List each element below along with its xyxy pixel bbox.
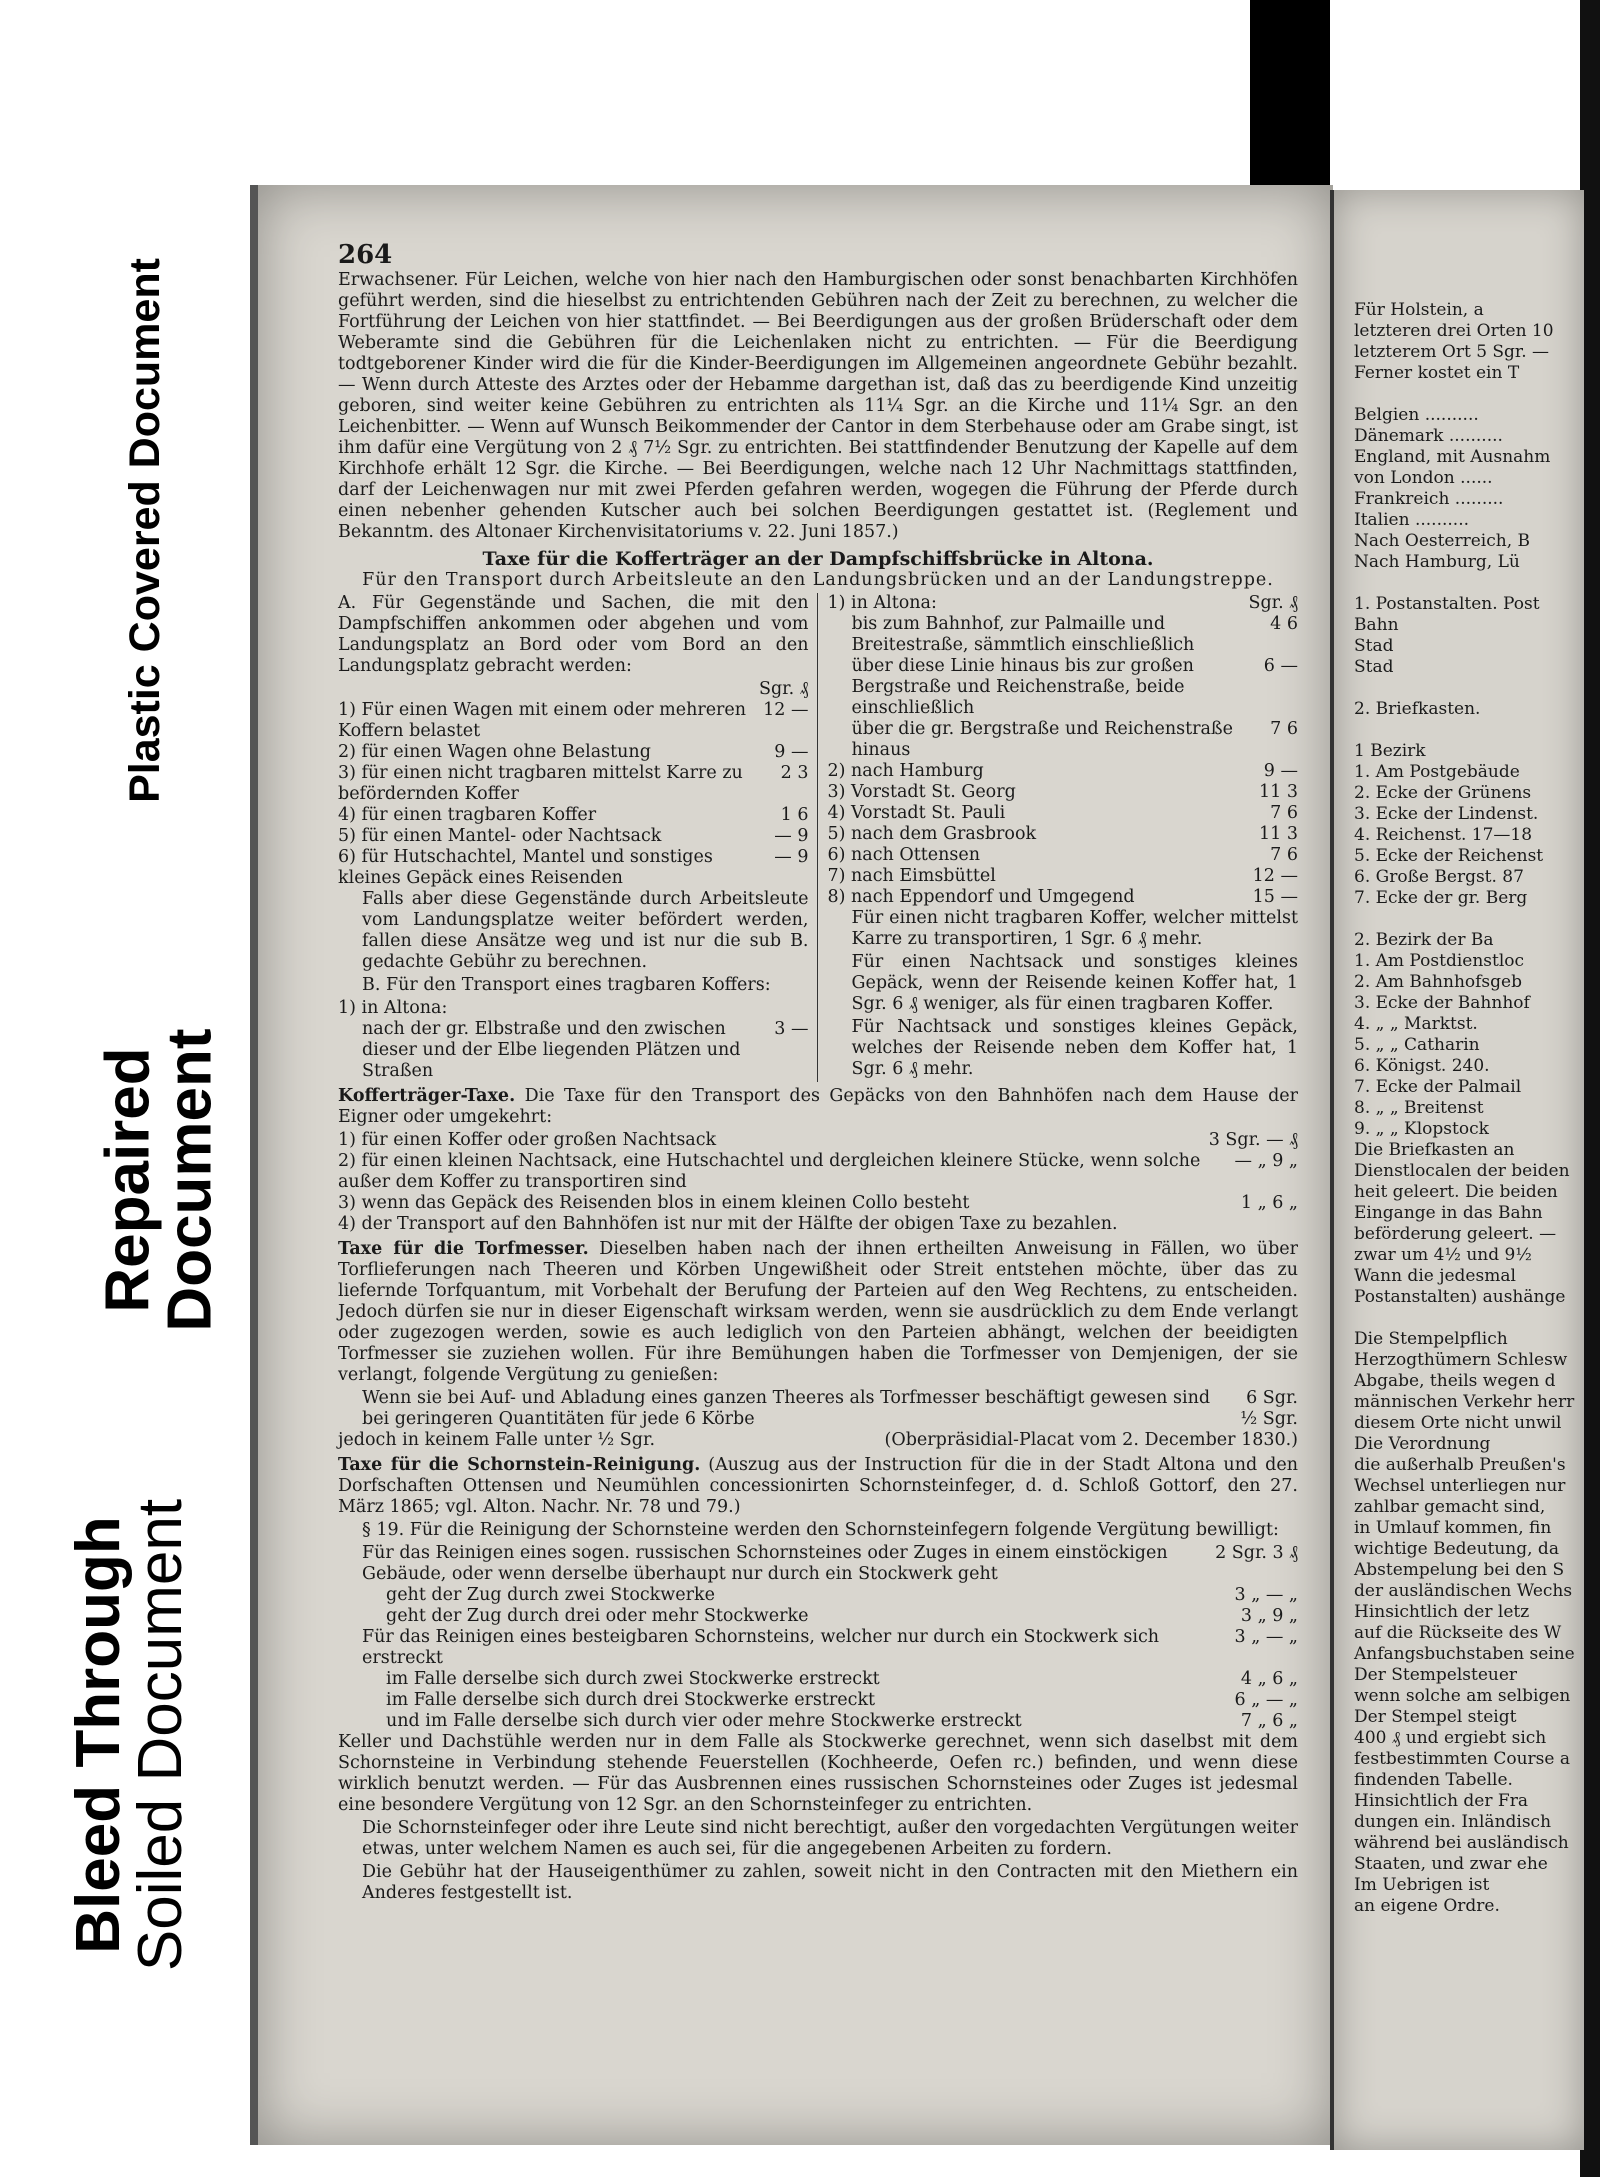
list-item: 2) für einen Wagen ohne Belastung 9 —: [338, 742, 809, 762]
facing-page-line: 3. Ecke der Lindenst.: [1354, 804, 1539, 824]
bleed-through-text: Bleed Through: [64, 1516, 133, 1954]
list-item: 8) nach Eppendorf und Umgegend 15 —: [827, 887, 1298, 907]
facing-page-line: von London ......: [1354, 468, 1493, 488]
facing-page-line: Italien ..........: [1354, 510, 1470, 530]
facing-page-line: 1 Bezirk: [1354, 741, 1426, 761]
facing-page-line: [1354, 678, 1584, 699]
facing-page-line: wichtige Bedeutung, da: [1354, 1539, 1559, 1559]
facing-page-line: [1354, 384, 1584, 405]
facing-page-line: die außerhalb Preußen's: [1354, 1455, 1566, 1475]
facing-page-line: Bahn: [1354, 615, 1399, 635]
list-item: 3) wenn das Gepäck des Reisenden blos in einem kleinen Collo besteht 1 „ 6 „: [338, 1193, 1298, 1213]
facing-page-line: Wechsel unterliegen nur: [1354, 1476, 1566, 1496]
list-item: und im Falle derselbe sich durch vier oder mehre Stockwerke erstreckt 7 „ 6 „: [386, 1711, 1298, 1731]
list-item: im Falle derselbe sich durch drei Stockwerke erstreckt 6 „ — „: [386, 1690, 1298, 1710]
facing-page-line: Abgabe, theils wegen d: [1354, 1371, 1556, 1391]
facing-page-line: auf die Rückseite des W: [1354, 1623, 1562, 1643]
facing-page-line: [1354, 720, 1584, 741]
facing-page-line: während bei ausländisch: [1354, 1833, 1569, 1853]
facing-page-line: Ferner kostet ein T: [1354, 363, 1520, 383]
list-item: Für das Reinigen eines sogen. russischen Schornsteines oder Zuges in einem einstöckigen Gebäude, oder wenn derselbe überhaupt nur durch ein Stockwerk geht 2 Sgr. 3 ₰: [362, 1543, 1298, 1584]
label-column: [0, 0, 260, 2177]
b-intro: B. Für den Transport eines tragbaren Koffers:: [362, 975, 771, 995]
document-page: [250, 185, 1333, 2145]
facing-page-line: Nach Oesterreich, B: [1354, 531, 1531, 551]
section2-intro: Die Taxe für den Transport des Gepäcks von den Bahnhöfen nach dem Hause der Eigner oder umgekehrt:: [338, 1086, 1298, 1127]
facing-page-line: 2. Am Bahnhofsgeb: [1354, 972, 1522, 992]
facing-page-line: 400 ₰ und ergiebt sich: [1354, 1728, 1547, 1748]
section3-title: Taxe für die Torfmesser.: [338, 1239, 589, 1259]
facing-page-line: 7. Ecke der Palmail: [1354, 1077, 1522, 1097]
facing-page-line: 2. Bezirk der Ba: [1354, 930, 1494, 950]
facing-page-line: 4. Reichenst. 17—18: [1354, 825, 1533, 845]
section1-columns: [338, 593, 1298, 1082]
facing-page-line: heit geleert. Die beiden: [1354, 1182, 1558, 1202]
list-item: 3) Vorstadt St. Georg 11 3: [827, 782, 1298, 802]
list-item: 1) Für einen Wagen mit einem oder mehreren Koffern belastet 12 —: [338, 700, 809, 741]
facing-page-line: an eigene Ordre.: [1354, 1896, 1500, 1916]
list-item: bei geringeren Quantitäten für jede 6 Körbe ½ Sgr.: [362, 1409, 1298, 1429]
list-item: 4) Vorstadt St. Pauli 7 6: [827, 803, 1298, 823]
facing-page-line: Eingange in das Bahn: [1354, 1203, 1543, 1223]
repaired-document-label: [75, 970, 245, 1390]
facing-page-line: Dienstlocalen der beiden: [1354, 1161, 1570, 1181]
b-item-1: 1) in Altona:: [338, 998, 448, 1018]
facing-page-line: letzterem Ort 5 Sgr. —: [1354, 342, 1550, 362]
facing-page-line: Postanstalten) aushänge: [1354, 1287, 1566, 1307]
facing-page-line: männischen Verkehr herr: [1354, 1392, 1575, 1412]
facing-page-line: England, mit Ausnahm: [1354, 447, 1551, 467]
list-item: über die gr. Bergstraße und Reichenstraße hinaus 7 6: [851, 719, 1298, 760]
right-unit: Sgr. ₰: [1248, 593, 1298, 613]
section4-para: § 19. Für die Reinigung der Schornsteine werden den Schornsteinfegern folgende Vergütung bewilligt:: [362, 1520, 1279, 1540]
page-number: 264: [338, 240, 393, 270]
section3-line3: jedoch in keinem Falle unter ½ Sgr.: [338, 1430, 656, 1450]
section4-title: Taxe für die Schornstein-Reinigung.: [338, 1455, 701, 1475]
facing-page-line: 1. Am Postdienstloc: [1354, 951, 1525, 971]
facing-page-line: Frankreich .........: [1354, 489, 1504, 509]
facing-page-text: [1354, 300, 1584, 1917]
list-item: Für das Reinigen eines besteigbaren Schornsteins, welcher nur durch ein Stockwerk sich erstreckt 3 „ — „: [362, 1627, 1298, 1668]
facing-page-line: Abstempelung bei den S: [1354, 1560, 1565, 1580]
list-item: bis zum Bahnhof, zur Palmaille und Breitestraße, sämmtlich einschließlich 4 6: [851, 614, 1298, 655]
facing-page-line: 8. „ „ Breitenst: [1354, 1098, 1484, 1118]
facing-page-line: Hinsichtlich der Fra: [1354, 1791, 1528, 1811]
list-item: geht der Zug durch zwei Stockwerke 3 „ — „: [386, 1585, 1298, 1605]
facing-page-line: 7. Ecke der gr. Berg: [1354, 888, 1528, 908]
facing-page-line: 2. Ecke der Grünens: [1354, 783, 1532, 803]
list-item: 5) nach dem Grasbrook 11 3: [827, 824, 1298, 844]
section2-title: Kofferträger-Taxe.: [338, 1086, 516, 1106]
left-unit: Sgr. ₰: [758, 679, 809, 699]
facing-page-line: Herzogthümern Schlesw: [1354, 1350, 1568, 1370]
list-item: 2) nach Hamburg 9 —: [827, 761, 1298, 781]
left-note: Falls aber diese Gegenstände durch Arbeitsleute vom Landungsplatze weiter befördert werden, fallen diese Ansätze weg und ist nur die sub B. gedachte Gebühr zu berechnen.: [362, 889, 809, 972]
scanner-edge: [1250, 0, 1330, 190]
facing-page-line: Stad: [1354, 636, 1394, 656]
facing-page-line: [1354, 573, 1584, 594]
facing-page-line: 4. „ „ Marktst.: [1354, 1014, 1478, 1034]
facing-page-line: Staaten, und zwar ehe: [1354, 1854, 1548, 1874]
facing-page-line: zwar um 4½ und 9½: [1354, 1245, 1532, 1265]
right-note-3: Für Nachtsack und sonstiges kleines Gepäck, welches der Reisende neben dem Koffer hat, 1 Sgr. 6 ₰ mehr.: [851, 1017, 1298, 1079]
right-note-2: Für einen Nachtsack und sonstiges kleines Gepäck, wenn der Reisende keinen Koffer hat, 1 Sgr. 6 ₰ weniger, als für einen tragbaren Koffer.: [851, 952, 1298, 1014]
facing-page: [1330, 190, 1584, 2150]
section1-right-column: [828, 593, 1299, 1082]
facing-page-line: Stad: [1354, 657, 1394, 677]
list-item: 3) für einen nicht tragbaren mittelst Karre zu befördernden Koffer 2 3: [338, 763, 809, 804]
facing-page-line: Der Stempelsteuer: [1354, 1665, 1518, 1685]
facing-page-line: 3. Ecke der Bahnhof: [1354, 993, 1530, 1013]
facing-page-line: 5. „ „ Catharin: [1354, 1035, 1480, 1055]
right-note-1: Für einen nicht tragbaren Koffer, welcher mittelst Karre zu transportiren, 1 Sgr. 6 ₰ mehr.: [851, 908, 1298, 949]
list-item: 5) für einen Mantel- oder Nachtsack — 9: [338, 826, 809, 846]
list-item: Wenn sie bei Auf- und Abladung eines ganzen Theeres als Torfmesser beschäftigt gewesen sind 6 Sgr.: [362, 1388, 1298, 1408]
section3-text: Dieselben haben nach der ihnen ertheilten Anweisung in Fällen, wo über Torflieferungen nach Theeren und Körben Ungewißheit oder Streit entstehen möchte, über das zu liefernde Torfquantum, mit Vorbehalt der Berufung der Parteien auf den Weg Rechtens, zu entscheiden. Jedoch dürfen sie nur in dieser Eigenschaft wirksam werden, wenn sie ausdrücklich zu dem Ende verlangt oder zugezogen werden, sowie es auch lediglich von den Parteien abhängt, welchen der beeidigten Torfmesser sie zuziehen wollen. Für ihre Bemühungen haben die Torfmesser von Demjenigen, der sie verlangt, folgende Vergütung zu genießen:: [338, 1239, 1298, 1385]
section1-title: Taxe für die Kofferträger an der Dampfschiffsbrücke in Altona.: [482, 548, 1154, 570]
page-content: [338, 240, 1298, 1906]
facing-page-line: wenn solche am selbigen: [1354, 1686, 1571, 1706]
facing-page-line: Der Stempel steigt: [1354, 1707, 1517, 1727]
repaired-line1: Repaired: [94, 1047, 164, 1313]
list-item: 1) für einen Koffer oder großen Nachtsack 3 Sgr. — ₰: [338, 1130, 1298, 1150]
facing-page-line: 6. Große Bergst. 87: [1354, 867, 1524, 887]
facing-page-line: 5. Ecke der Reichenst: [1354, 846, 1544, 866]
facing-page-line: festbestimmten Course a: [1354, 1749, 1570, 1769]
section1-left-column: [338, 593, 818, 1082]
facing-page-line: Dänemark ..........: [1354, 426, 1503, 446]
facing-page-line: 2. Briefkasten.: [1354, 699, 1481, 719]
facing-page-line: Im Uebrigen ist: [1354, 1875, 1490, 1895]
list-item: geht der Zug durch drei oder mehr Stockwerke 3 „ 9 „: [386, 1606, 1298, 1626]
section3-source: (Oberpräsidial-Placat vom 2. December 1830.): [884, 1430, 1298, 1450]
plastic-covered-label: [95, 225, 195, 835]
repaired-line2: Document: [156, 1028, 226, 1332]
facing-page-line: [1354, 1308, 1584, 1329]
list-item: 4) der Transport auf den Bahnhöfen ist nur mit der Hälfte der obigen Taxe zu bezahlen.: [338, 1214, 1118, 1234]
list-item: 7) nach Eimsbüttel 12 —: [827, 866, 1298, 886]
list-item: über diese Linie hinaus bis zur großen Bergstraße und Reichenstraße, beide einschließlich 6 —: [851, 656, 1298, 718]
soiled-document-text: Soiled Document: [126, 1498, 195, 1972]
facing-page-line: Für Holstein, a: [1354, 300, 1484, 320]
section4-intro: (Auszug aus der Instruction für die in der Stadt Altona und den Dorfschaften Ottensen und Neumühlen concessionirten Schornsteinfeger, d. d. Schloß Gottorf, den 27. März 1865; vgl. Alton. Nachr. Nr. 78 und 79.): [338, 1455, 1298, 1517]
facing-page-line: findenden Tabelle.: [1354, 1770, 1513, 1790]
facing-page-line: beförderung geleert. —: [1354, 1224, 1557, 1244]
section4-note-1: Keller und Dachstühle werden nur in dem Falle als Stockwerke gerechnet, wenn sich daselbst mit dem Schornsteine in Verbindung stehende Feuerstellen (Kochheerde, Oefen rc.) befinden, und wenn diese wirklich benutzt werden. — Für das Ausbrennen eines russischen Schornsteines oder Zuges ist jedesmal eine besondere Vergütung von 12 Sgr. an den Schornsteinfeger zu entrichten.: [338, 1732, 1298, 1815]
list-item: 4) für einen tragbaren Koffer 1 6: [338, 805, 809, 825]
facing-page-line: dungen ein. Inländisch: [1354, 1812, 1552, 1832]
list-item: nach der gr. Elbstraße und den zwischen dieser und der Elbe liegenden Plätzen und Straßen 3 —: [362, 1019, 809, 1081]
facing-page-line: [1354, 909, 1584, 930]
facing-page-line: Die Briefkasten an: [1354, 1140, 1515, 1160]
bleed-soiled-label: [15, 1440, 245, 2030]
list-item: 6) für Hutschachtel, Mantel und sonstiges kleines Gepäck eines Reisenden — 9: [338, 847, 809, 888]
facing-page-line: Die Stempelpflich: [1354, 1329, 1508, 1349]
facing-page-line: letzteren drei Orten 10: [1354, 321, 1554, 341]
facing-page-line: der ausländischen Wechs: [1354, 1581, 1573, 1601]
facing-page-line: Wann die jedesmal: [1354, 1266, 1516, 1286]
left-intro: A. Für Gegenstände und Sachen, die mit den Dampfschiffen ankommen oder abgehen und vom Landungsplatz an Bord oder vom Bord an den Landungsplatz gebracht werden:: [338, 593, 809, 676]
facing-page-line: Nach Hamburg, Lü: [1354, 552, 1520, 572]
facing-page-line: 1. Am Postgebäude: [1354, 762, 1520, 782]
right-head: 1) in Altona:: [827, 593, 937, 613]
facing-page-line: in Umlauf kommen, fin: [1354, 1518, 1552, 1538]
facing-page-line: zahlbar gemacht sind,: [1354, 1497, 1546, 1517]
facing-page-line: Belgien ..........: [1354, 405, 1479, 425]
facing-page-line: Hinsichtlich der letz: [1354, 1602, 1530, 1622]
facing-page-line: 9. „ „ Klopstock: [1354, 1119, 1489, 1139]
plastic-covered-text: Plastic Covered Document: [120, 257, 169, 803]
list-item: 6) nach Ottensen 7 6: [827, 845, 1298, 865]
list-item: im Falle derselbe sich durch zwei Stockwerke erstreckt 4 „ 6 „: [386, 1669, 1298, 1689]
facing-page-line: 6. Königst. 240.: [1354, 1056, 1490, 1076]
facing-page-line: Anfangsbuchstaben seine: [1354, 1644, 1575, 1664]
section1-subtitle: Für den Transport durch Arbeitsleute an den Landungsbrücken und an der Landungstreppe.: [362, 570, 1274, 590]
list-item: 2) für einen kleinen Nachtsack, eine Hutschachtel und dergleichen kleinere Stücke, wenn solche außer dem Koffer zu transportiren sind — „ 9 „: [338, 1151, 1298, 1192]
facing-page-line: 1. Postanstalten. Post: [1354, 594, 1540, 614]
section4-note-3: Die Gebühr hat der Hauseigenthümer zu zahlen, soweit nicht in den Contracten mit den Miethern ein Anderes festgestellt ist.: [362, 1862, 1298, 1903]
intro-paragraph: Erwachsener. Für Leichen, welche von hier nach den Hamburgischen oder sonst benachbarten Kirchhöfen geführt werden, sind die hieselbst zu entrichtenden Gebühren nach der Zeit zu berechnen, zu welcher die Fortführung der Leichen von hier stattfindet. — Bei Beerdigungen aus der großen Brüderschaft oder dem Weberamte sind die Gebühren für die Leichenlaken nicht zu entrichten. — Für die Beerdigung todtgeborener Kinder wird die für die Kinder-Beerdigungen im Allgemeinen angeordnete Gebühr bezahlt. — Wenn durch Atteste des Arztes oder der Hebamme dargethan ist, daß das zu beerdigende Kind unzeitig geboren, sind weiter keine Gebühren zu entrichten als 11¼ Sgr. an die Kirche und 11¼ Sgr. an den Leichenbitter. — Wenn auf Wunsch Beikommender der Cantor in dem Sterbehause oder am Grabe singt, ist ihm dafür eine Vergütung von 2 ₰ 7½ Sgr. zu entrichten. Bei stattfindender Benutzung der Kapelle auf dem Kirchhofe erhält 12 Sgr. die Kirche. — Bei Beerdigungen, welche nach 12 Uhr Nachmittags stattfinden, darf der Leichenwagen nur mit zwei Pferden gefahren werden, wogegen die Führung der Pferde durch einen nebenher gehenden Kutscher auch bei solchen Beerdigungen gestattet ist. (Reglement und Bekanntm. des Altonaer Kirchenvisitatoriums v. 22. Juni 1857.): [338, 270, 1298, 542]
facing-page-line: diesem Orte nicht unwil: [1354, 1413, 1562, 1433]
section4-note-2: Die Schornsteinfeger oder ihre Leute sind nicht berechtigt, außer den vorgedachten Vergütungen weiter etwas, unter welchem Namen es auch sei, für die angegebenen Arbeiten zu fordern.: [362, 1818, 1298, 1859]
facing-page-line: Die Verordnung: [1354, 1434, 1491, 1454]
